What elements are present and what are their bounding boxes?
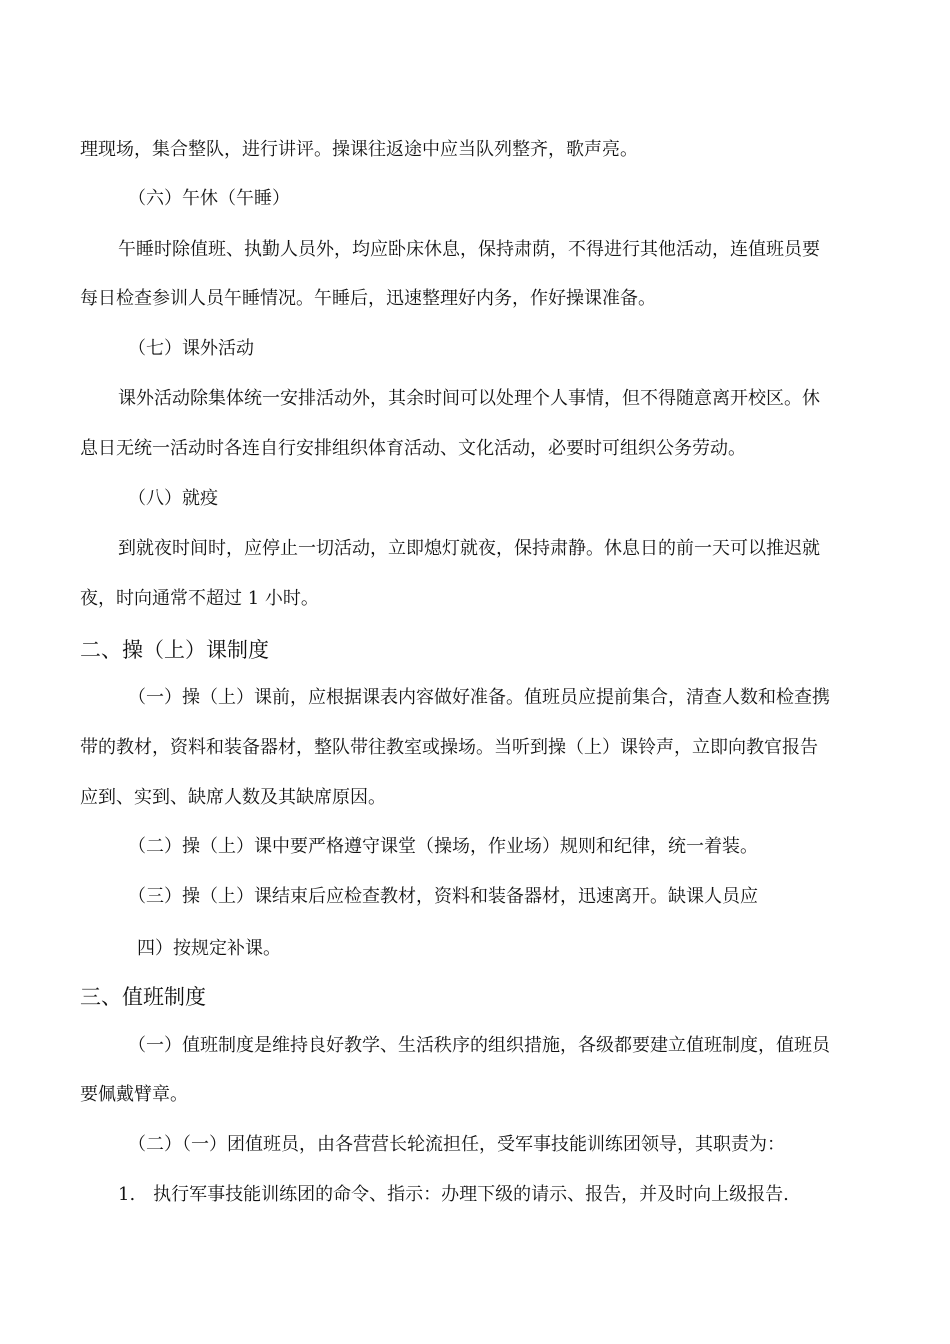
paragraph-line: 应到、实到、缺席人数及其缺席原因。 (80, 787, 386, 808)
paragraph-line: 课外活动除集体统一安排活动外，其余时间可以处理个人事情，但不得随意离开校区。休 (118, 388, 820, 409)
section-heading: 三、值班制度 (80, 985, 206, 1009)
paragraph-line: 息日无统一活动时各连自行安排组织体育活动、文化活动，必要时可组织公务劳动。 (80, 438, 746, 459)
paragraph-line: 到就夜时间时，应停止一切活动，立即熄灯就夜，保持肃静。休息日的前一天可以推迟就 (118, 538, 820, 559)
numbered-item: 1. 执行军事技能训练团的命令、指示：办理下级的请示、报告，并及时向上级报告. (118, 1184, 789, 1205)
paragraph-line: （一）操（上）课前，应根据课表内容做好准备。值班员应提前集合，清查人数和检查携 (128, 687, 830, 708)
paragraph-line: 四）按规定补课。 (137, 938, 281, 959)
paragraph-line: 带的教材，资料和装备器材，整队带往教室或操场。当听到操（上）课铃声，立即向教官报告 (80, 737, 818, 758)
paragraph-line: （三）操（上）课结束后应检查教材，资料和装备器材，迅速离开。缺课人员应 (128, 886, 758, 907)
section-subheading: （八）就疫 (128, 488, 218, 509)
paragraph-line: （一）值班制度是维持良好教学、生活秩序的组织措施，各级都要建立值班制度，值班员 (128, 1035, 830, 1056)
paragraph-line: 午睡时除值班、执勤人员外，均应卧床休息，保持肃荫，不得进行其他活动，连值班员要 (118, 239, 820, 260)
paragraph-line: 每日检查参训人员午睡情况。午睡后，迅速整理好内务，作好操课准备。 (80, 288, 656, 309)
paragraph-line: 理现场，集合整队，进行讲评。操课往返途中应当队列整齐，歌声亮。 (80, 139, 638, 160)
paragraph-line: 要佩戴臂章。 (80, 1084, 188, 1105)
section-heading: 二、操（上）课制度 (80, 638, 269, 662)
section-subheading: （七）课外活动 (128, 338, 254, 359)
paragraph-line: （二）操（上）课中要严格遵守课堂（操场，作业场）规则和纪律，统一着装。 (128, 836, 758, 857)
section-subheading: （六）午休（午睡） (128, 188, 290, 209)
paragraph-line: （二）（一）团值班员，由各营营长轮流担任，受军事技能训练团领导，其职责为： (128, 1134, 785, 1155)
paragraph-line: 夜，时向通常不超过 1 小时。 (80, 588, 319, 609)
